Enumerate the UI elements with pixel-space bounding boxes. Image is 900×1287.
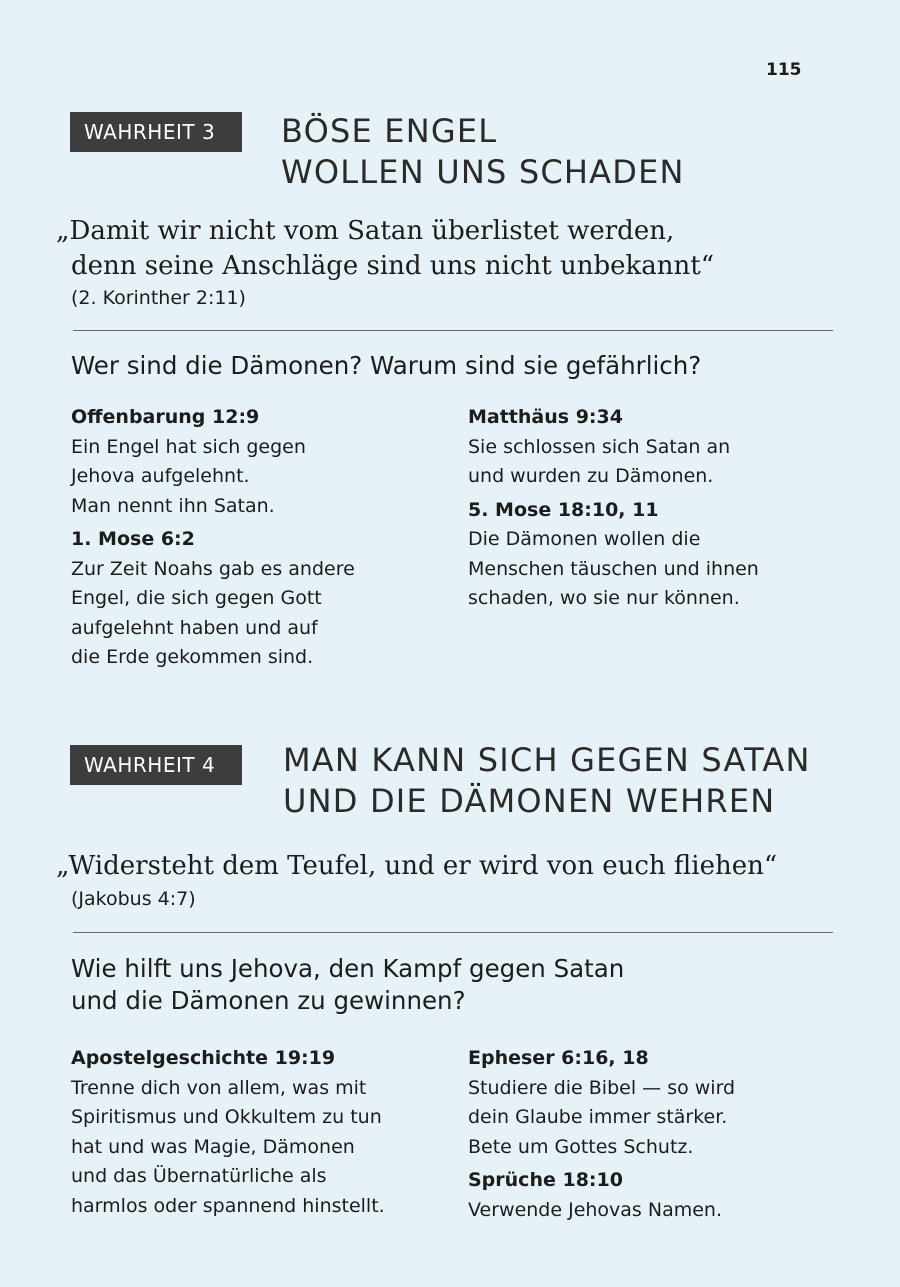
entry-line: schaden, wo sie nur können. bbox=[468, 587, 740, 609]
scripture-reference: (Jakobus 4:7) bbox=[71, 888, 196, 910]
entry-line: Ein Engel hat sich gegen bbox=[71, 435, 306, 458]
scripture-quote bbox=[56, 849, 777, 884]
entry-line: die Erde gekommen sind. bbox=[71, 646, 314, 668]
question-line: und die Dämonen zu gewinnen? bbox=[71, 986, 466, 1015]
scripture-entry bbox=[71, 1044, 385, 1221]
heading-line: UND DIE DÄMONEN WEHREN bbox=[283, 782, 776, 820]
entry-line: Bete um Gottes Schutz. bbox=[468, 1135, 694, 1158]
entry-line: Jehova aufgelehnt. bbox=[71, 465, 250, 487]
truth-badge: WAHRHEIT 4 bbox=[70, 745, 242, 785]
scripture-entry bbox=[71, 525, 355, 673]
entry-line: Die Dämonen wollen die bbox=[468, 528, 701, 550]
question-line: Wie hilft uns Jehova, den Kampf gegen Satan bbox=[71, 954, 625, 983]
scripture-entry bbox=[71, 403, 355, 521]
question-line: Wer sind die Dämonen? Warum sind sie gefährlich? bbox=[71, 351, 702, 380]
right-column bbox=[468, 403, 759, 614]
entry-line: Sie schlossen sich Satan an bbox=[468, 435, 731, 458]
section-question bbox=[71, 953, 624, 1017]
left-column bbox=[71, 403, 355, 673]
entry-line: und wurden zu Dämonen. bbox=[468, 465, 714, 487]
entry-line: hat und was Magie, Dämonen bbox=[71, 1135, 355, 1158]
entry-line: und das Übernatürliche als bbox=[71, 1165, 327, 1187]
truth-badge: WAHRHEIT 3 bbox=[70, 112, 242, 152]
scripture-title: Apostelgeschichte 19:19 bbox=[71, 1047, 336, 1069]
scripture-entry bbox=[468, 496, 759, 614]
section-question bbox=[71, 350, 701, 382]
left-column bbox=[71, 1044, 385, 1221]
scripture-title: Sprüche 18:10 bbox=[468, 1169, 623, 1191]
divider bbox=[73, 330, 833, 331]
entry-line: aufgelehnt haben und auf bbox=[71, 616, 318, 639]
scripture-entry bbox=[468, 1044, 735, 1162]
section-heading bbox=[281, 111, 685, 193]
quote-line: „Damit wir nicht vom Satan überlistet werden, bbox=[56, 216, 675, 246]
entry-line: Man nennt ihn Satan. bbox=[71, 494, 275, 517]
entry-line: Trenne dich von allem, was mit bbox=[71, 1076, 367, 1099]
scripture-title: 1. Mose 6:2 bbox=[71, 528, 195, 550]
entry-line: Verwende Jehovas Namen. bbox=[468, 1198, 723, 1221]
right-column bbox=[468, 1044, 735, 1225]
scripture-quote bbox=[56, 214, 714, 284]
entry-line: Studiere die Bibel — so wird bbox=[468, 1076, 736, 1099]
scripture-entry bbox=[468, 1166, 735, 1225]
scripture-title: 5. Mose 18:10, 11 bbox=[468, 498, 659, 521]
quote-line: denn seine Anschläge sind uns nicht unbekannt“ bbox=[71, 251, 715, 281]
entry-line: Engel, die sich gegen Gott bbox=[71, 587, 322, 609]
entry-line: harmlos oder spannend hinstellt. bbox=[71, 1194, 385, 1217]
scripture-reference: (2. Korinther 2:11) bbox=[71, 287, 246, 309]
heading-line: BÖSE ENGEL bbox=[281, 112, 498, 150]
divider bbox=[73, 932, 833, 933]
entry-line: Menschen täuschen und ihnen bbox=[468, 557, 759, 580]
heading-line: WOLLEN UNS SCHADEN bbox=[281, 153, 685, 191]
heading-line: MAN KANN SICH GEGEN SATAN bbox=[283, 741, 811, 779]
section-heading bbox=[283, 740, 811, 822]
quote-line: „Widersteht dem Teufel, und er wird von euch fliehen“ bbox=[56, 851, 778, 881]
scripture-title: Epheser 6:16, 18 bbox=[468, 1047, 649, 1069]
scripture-title: Offenbarung 12:9 bbox=[71, 406, 260, 428]
entry-line: Spiritismus und Okkultem zu tun bbox=[71, 1106, 382, 1128]
entry-line: Zur Zeit Noahs gab es andere bbox=[71, 557, 355, 580]
entry-line: dein Glaube immer stärker. bbox=[468, 1106, 728, 1128]
scripture-title: Matthäus 9:34 bbox=[468, 406, 623, 428]
scripture-entry bbox=[468, 403, 759, 492]
page-number: 115 bbox=[766, 60, 802, 80]
